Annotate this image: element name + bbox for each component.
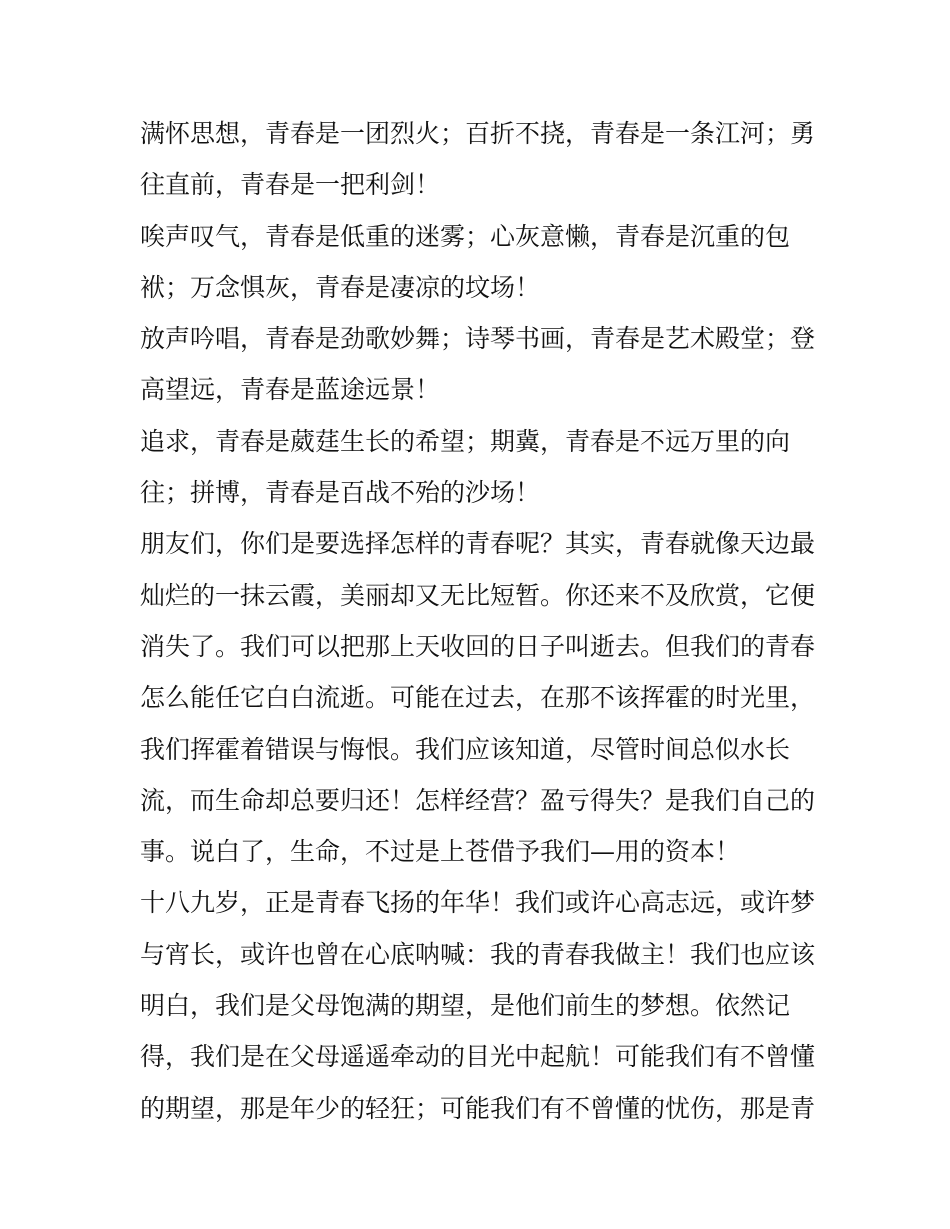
text-line: 往；拼博，青春是百战不殆的沙场！ [140, 478, 541, 508]
text-line: 满怀思想，青春是一团烈火；百折不挠，青春是一条江河；勇 [140, 119, 816, 148]
document-body [140, 108, 820, 1134]
text-line: 与宵长，或许也曾在心底呐喊：我的青春我做主！我们也应该 [140, 939, 816, 969]
text-line: 的期望，那是年少的轻狂；可能我们有不曾懂的忧伤，那是青 [140, 1093, 816, 1123]
text-line: 怎么能任它白白流逝。可能在过去，在那不该挥霍的时光里， [140, 683, 816, 713]
text-line: 事。说白了，生命，不过是上苍借予我们—用的资本！ [140, 837, 741, 867]
text-line: 追求，青春是葳莛生长的希望；期冀，青春是不远万里的向 [140, 426, 791, 456]
text-line: 唉声叹气，青春是低重的迷雾；心灰意懒，青春是沉重的包 [140, 221, 791, 251]
text-line: 往直前，青春是一把利剑！ [140, 170, 441, 200]
text-line: 得，我们是在父母遥遥牵动的目光中起航！可能我们有不曾懂 [140, 1042, 816, 1072]
text-line: 袱；万念惧灰，青春是凄凉的坟场！ [140, 272, 541, 302]
text-line: 我们挥霍着错误与悔恨。我们应该知道，尽管时间总似水长 [140, 734, 791, 764]
text-line: 十八九岁，正是青春飞扬的年华！我们或许心高志远，或许梦 [140, 888, 816, 918]
text-line: 放声吟唱，青春是劲歌妙舞；诗琴书画，青春是艺术殿堂；登 [140, 324, 816, 354]
text-line: 流，而生命却总要归还！怎样经营？盈亏得失？是我们自己的 [140, 785, 816, 815]
text-line: 朋友们，你们是要选择怎样的青春呢？其实，青春就像天边最 [140, 529, 816, 559]
text-line: 明白，我们是父母饱满的期望，是他们前生的梦想。依然记 [140, 991, 791, 1021]
text-line: 消失了。我们可以把那上天收回的日子叫逝去。但我们的青春 [140, 631, 816, 661]
text-line: 灿烂的一抹云霞，美丽却又无比短暂。你还来不及欣赏，它便 [140, 580, 816, 610]
text-line: 高望远，青春是蓝途远景！ [140, 375, 441, 405]
